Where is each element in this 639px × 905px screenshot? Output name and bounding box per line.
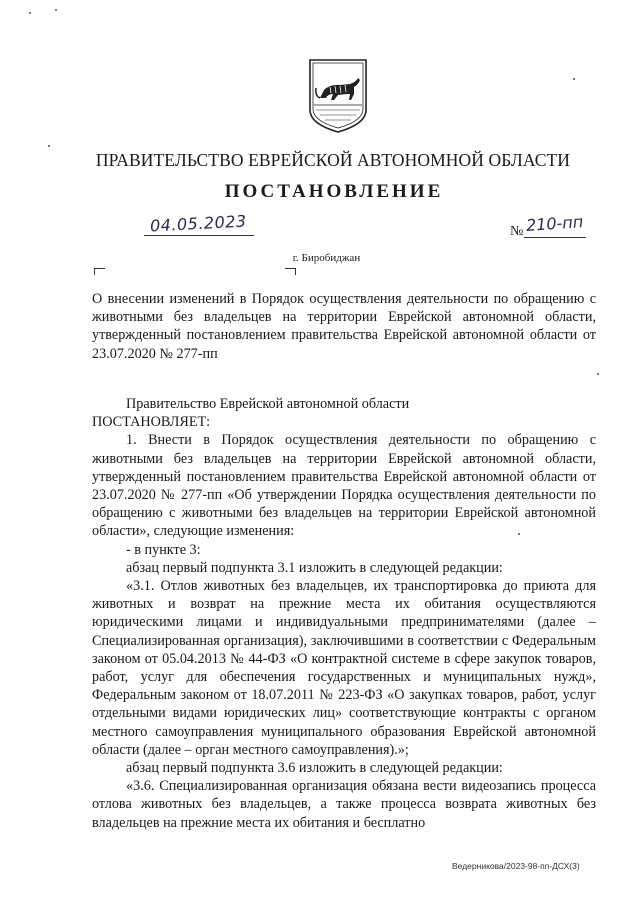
subpoint-3-6-text: «3.6. Специализированная организация обязана вести видеозапись процесса отлова животных без владельцев, а также процесса возврата животных без владельцев на прежние места их обитания и бесплатно (92, 778, 596, 831)
scan-speck (597, 373, 599, 375)
resolution-subject: О внесении изменений в Порядок осуществления деятельности по обращению с животными без владельцев на территории Еврейской автономной области, утвержденный постановлением правительства Еврейской автономной области от 23.07.2020 № 277-пп (92, 291, 596, 362)
subpoint-3-1-intro: абзац первый подпункта 3.1 изложить в следующей редакции: (126, 559, 503, 576)
authority-line: Правительство Еврейской автономной области (126, 396, 410, 412)
resolves-line: ПОСТАНОВЛЯЕТ: (92, 414, 211, 431)
number-label: № (510, 224, 524, 239)
item-1-paragraph: 1. Внести в Порядок осуществления деятельности по обращению с животными без владельцев на территории Еврейской автономной области, утвержденный постановлением правительства Еврейской автономной области от 23.07.2020 № 277-пп «Об утверждении Порядка осуществления деятельности по обращению с животными без владельцев на территории Еврейской автономной области», следующие изменения: (92, 432, 596, 540)
document-type-heading: ПОСТАНОВЛЕНИЕ (224, 181, 444, 202)
subpoint-3-6-intro: абзац первый подпункта 3.6 изложить в следующей редакции: (126, 760, 503, 777)
handwritten-number: 210-пп (525, 212, 584, 235)
handwritten-date: 04.05.2023 (149, 211, 248, 236)
subject-corner-right (285, 268, 296, 275)
number-underline (524, 237, 586, 238)
scan-speck (48, 145, 50, 147)
subpoint-3-1-text: «3.1. Отлов животных без владельцев, их транспортировка до приюта для животных и возврат на прежние места их обитания осуществляются юридическими лицами и индивидуальными предпринимателями (далее – Специализированная организация), заключившими в соответствии с Федеральным законом от 05.04.2013 № 44-ФЗ «О контрактной системе в сфере закупок товаров, работ, услуг для обеспечения государственных и муниципальных нужд», Федеральным законом от 18.07.2011 № 223-ФЗ «О закупках товаров, работ, услуг отдельными видами юридических лиц» соответствующие контракты с органом местного самоуправления муниципального образования Еврейской автономной области (далее – орган местного самоуправления).»; (92, 578, 596, 758)
city-name: г. Биробиджан (292, 252, 361, 264)
coat-of-arms-tiger-icon (306, 58, 370, 134)
footer-document-code: Ведерникова/2023-98-пп-ДСХ(3) (452, 861, 580, 871)
resolution-body (92, 395, 596, 832)
date-underline (144, 235, 254, 236)
scan-speck (29, 12, 31, 14)
point-3-line: - в пункте 3: (126, 541, 201, 558)
scan-speck (55, 9, 57, 11)
scan-speck (573, 78, 575, 80)
government-title: ПРАВИТЕЛЬСТВО ЕВРЕЙСКОЙ АВТОНОМНОЙ ОБЛАСТИ (95, 150, 571, 170)
subject-corner-left (94, 268, 105, 275)
